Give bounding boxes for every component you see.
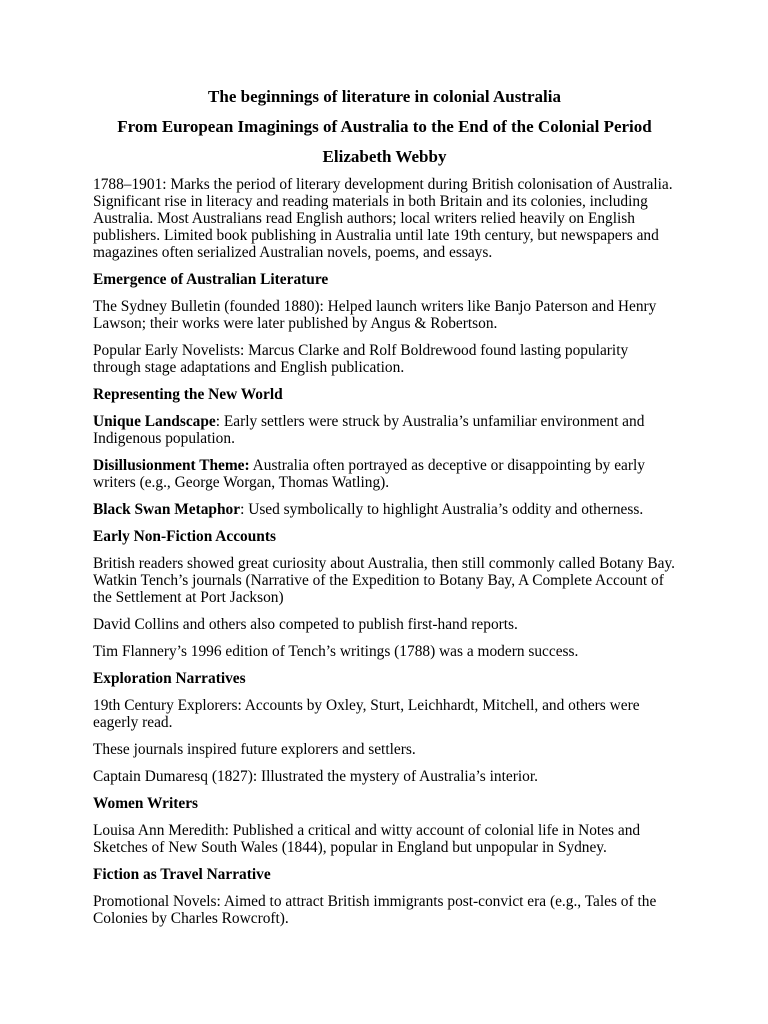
section-paragraph — [93, 342, 676, 376]
section-paragraph — [93, 697, 676, 731]
section-heading-fiction-travel: Fiction as Travel Narrative — [93, 866, 271, 883]
paragraph-text: Captain Dumaresq (1827): Illustrated the mystery of Australia’s interior. — [93, 768, 538, 785]
paragraph-text: Popular Early Novelists: Marcus Clarke and Rolf Boldrewood found lasting popularity through stage adaptations and English publication. — [93, 342, 629, 376]
section-paragraph — [93, 822, 676, 856]
section-paragraph — [93, 298, 676, 332]
section-heading-non-fiction: Early Non-Fiction Accounts — [93, 528, 276, 545]
paragraph-text: Tim Flannery’s 1996 edition of Tench’s writings (1788) was a modern success. — [93, 643, 579, 660]
paragraph-lead: Disillusionment Theme: — [93, 457, 250, 474]
intro-paragraph: 1788–1901: Marks the period of literary development during British colonisation of Australia. Significant rise in literacy and reading materials in both Britain and its colonies, including Australia. Most Australians read English authors; local writers relied heavily on English publishers. Limited book publishing in Australia until late 19th century, but newspapers and magazines often serialized Australian novels, poems, and essays. — [93, 176, 673, 261]
paragraph-text: 19th Century Explorers: Accounts by Oxley, Sturt, Leichhardt, Mitchell, and others were eagerly read. — [93, 697, 640, 731]
paragraph-text: David Collins and others also competed to publish first-hand reports. — [93, 616, 518, 633]
document-title: The beginnings of literature in colonial Australia — [208, 87, 561, 106]
paragraph-text: Louisa Ann Meredith: Published a critical and witty account of colonial life in Notes and Sketches of New South Wales (1844), popular in England but unpopular in Sydney. — [93, 822, 641, 856]
paragraph-text: These journals inspired future explorers and settlers. — [93, 741, 416, 758]
section-heading-emergence: Emergence of Australian Literature — [93, 271, 329, 288]
section-paragraph — [93, 643, 676, 660]
section-paragraph — [93, 893, 676, 927]
section-paragraph — [93, 616, 676, 633]
paragraph-text: : Used symbolically to highlight Australia’s oddity and otherness. — [240, 501, 644, 518]
paragraph-text: British readers showed great curiosity about Australia, then still commonly called Botany Bay. Watkin Tench’s journals (Narrative of the Expedition to Botany Bay, A Complete Account of the Settlement at Port Jackson) — [93, 555, 676, 606]
paragraph-lead: Black Swan Metaphor — [93, 501, 241, 518]
section-paragraph — [93, 413, 676, 447]
section-paragraph — [93, 768, 676, 785]
document-author: Elizabeth Webby — [322, 147, 447, 166]
paragraph-text: The Sydney Bulletin (founded 1880): Helped launch writers like Banjo Paterson and Henry Lawson; their works were later published by Angus & Robertson. — [93, 298, 657, 332]
paragraph-text: : Early settlers were struck by Australia’s unfamiliar environment and Indigenous population. — [93, 413, 645, 447]
paragraph-lead: Unique Landscape — [93, 413, 216, 430]
section-heading-new-world: Representing the New World — [93, 386, 283, 403]
section-heading-women-writers: Women Writers — [93, 795, 199, 812]
paragraph-text: Promotional Novels: Aimed to attract British immigrants post-convict era (e.g., Tales of the Colonies by Charles Rowcroft). — [93, 893, 657, 927]
section-paragraph — [93, 555, 676, 606]
section-heading-exploration: Exploration Narratives — [93, 670, 246, 687]
section-paragraph — [93, 501, 676, 518]
section-paragraph — [93, 741, 676, 758]
document-subtitle: From European Imaginings of Australia to the End of the Colonial Period — [117, 117, 652, 136]
section-paragraph — [93, 457, 676, 491]
paragraph-text: Australia often portrayed as deceptive or disappointing by early writers (e.g., George Worgan, Thomas Watling). — [93, 457, 645, 491]
